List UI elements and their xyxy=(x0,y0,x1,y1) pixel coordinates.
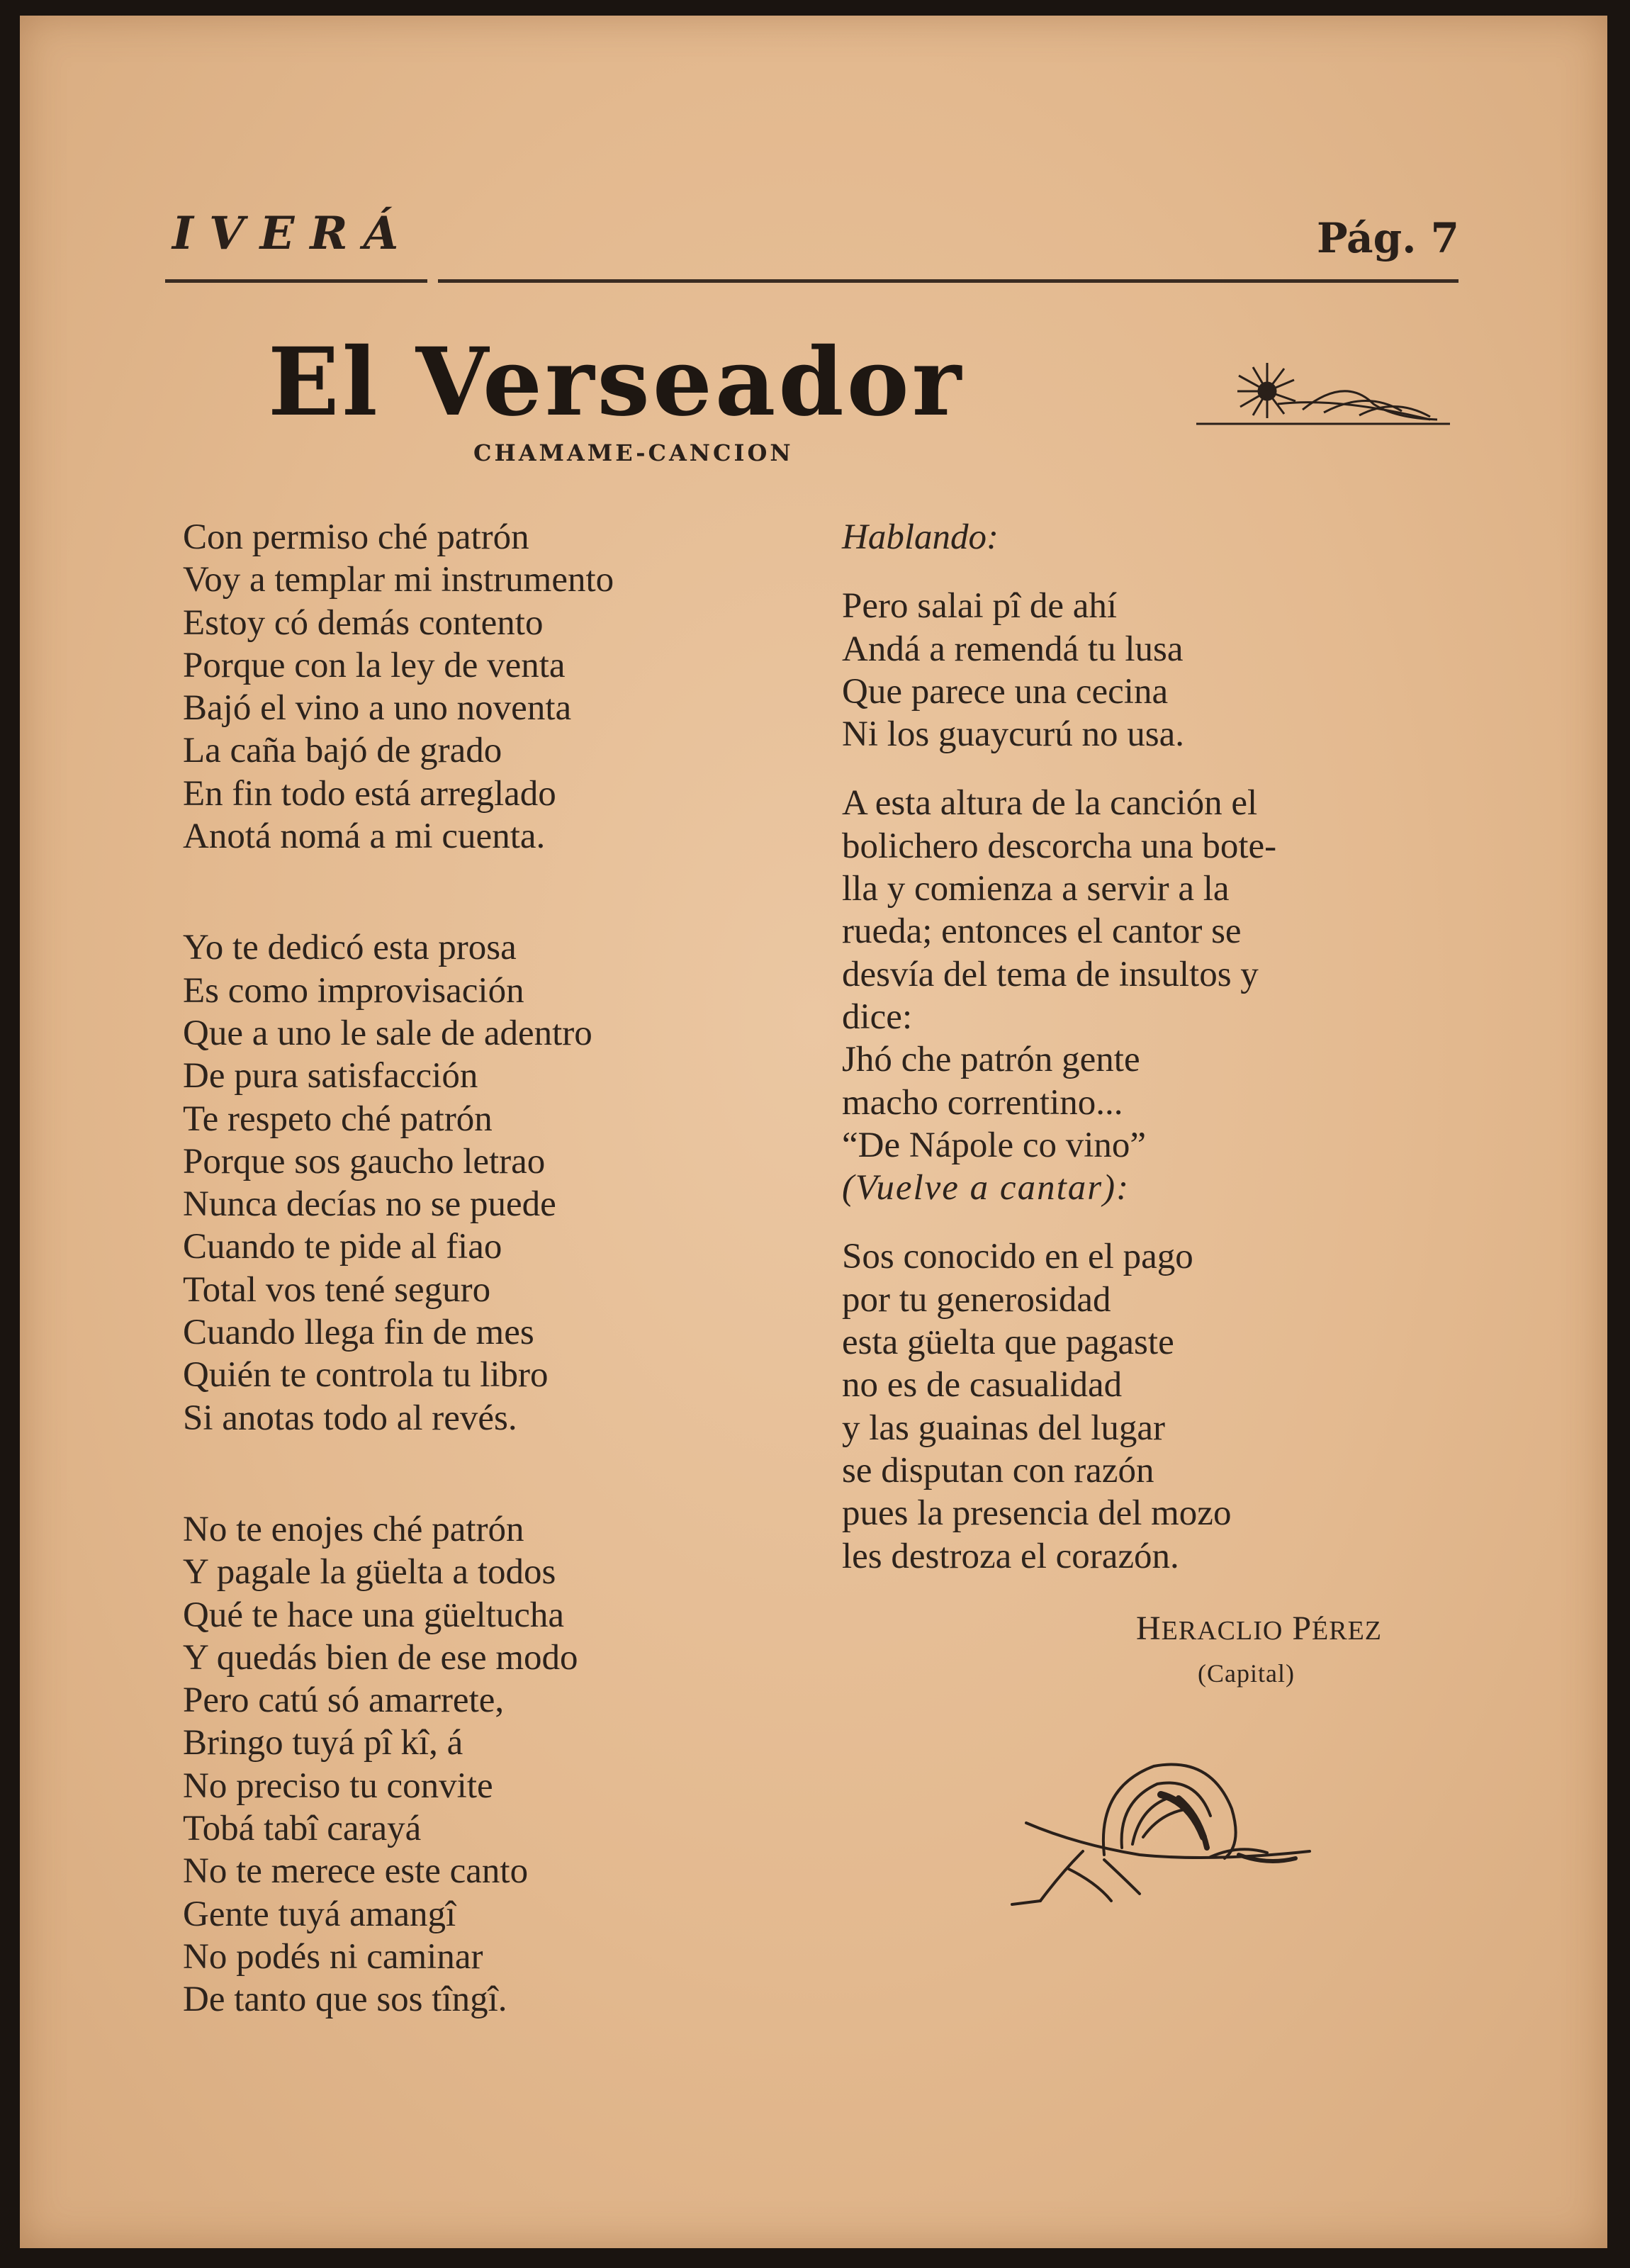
stanza-1 xyxy=(183,516,821,858)
page-number: Pág. 7 xyxy=(1317,214,1459,262)
author-last-rest: ÉREZ xyxy=(1312,1616,1383,1646)
verse-line: Que a uno le sale de adentro xyxy=(183,1013,592,1053)
author-first-rest: ERACLIO xyxy=(1161,1616,1283,1646)
verse-line: Quién te controla tu libro xyxy=(183,1355,549,1396)
flower-ornament-icon xyxy=(1196,354,1458,432)
closing-stanza xyxy=(842,1235,1423,1577)
prose-line: bolichero descorcha una bote- xyxy=(842,826,1277,866)
verse-line: Que parece una cecina xyxy=(842,671,1169,712)
verse-line: Con permiso ché patrón xyxy=(183,517,529,557)
verse-line: Voy a templar mi instrumento xyxy=(183,560,614,600)
verse-line: No podés ni caminar xyxy=(183,1936,483,1977)
verse-line: y las guainas del lugar xyxy=(842,1408,1166,1448)
author-place: (Capital) xyxy=(1198,1659,1295,1688)
spoken-line: Jhó che patrón gente xyxy=(842,1040,1140,1080)
verse-line: se disputan con razón xyxy=(842,1450,1154,1491)
verse-line: Pero salai pî de ahí xyxy=(842,586,1118,627)
verse-line: Pero catú só amarrete, xyxy=(183,1680,505,1721)
verse-line: Qué te hace una güeltucha xyxy=(183,1595,565,1635)
verse-line: Nunca decías no se puede xyxy=(183,1184,556,1225)
author-last-initial: P xyxy=(1292,1610,1313,1647)
verse-line: Bringo tuyá pî kî, á xyxy=(183,1723,463,1763)
verse-line: Si anotas todo al revés. xyxy=(183,1398,517,1438)
verse-line: De pura satisfacción xyxy=(183,1056,478,1096)
left-column xyxy=(183,516,821,2090)
spoken-stanza xyxy=(842,585,1423,756)
spoken-line: macho correntino... xyxy=(842,1082,1123,1123)
verse-line: En fin todo está arreglado xyxy=(183,773,556,814)
header-rule-right xyxy=(438,279,1458,283)
author-signature xyxy=(1136,1609,1382,1648)
verse-line: esta güelta que pagaste xyxy=(842,1323,1174,1363)
right-column xyxy=(842,516,1423,1578)
verse-line: No te enojes ché patrón xyxy=(183,1509,524,1549)
verse-line: De tanto que sos tîngî. xyxy=(183,1980,507,2020)
verse-line: Estoy có demás contento xyxy=(183,602,544,643)
header-rule-left xyxy=(165,279,427,283)
verse-line: les destroza el corazón. xyxy=(842,1536,1179,1576)
bird-nest-vignette-icon xyxy=(998,1731,1324,1915)
prose-line: desvía del tema de insultos y xyxy=(842,954,1259,994)
spoken-lines xyxy=(842,1038,1423,1209)
prose-line: dice: xyxy=(842,997,913,1037)
verse-line: Te respeto ché patrón xyxy=(183,1099,493,1139)
verse-line: Tobá tabî carayá xyxy=(183,1809,422,1849)
verse-line: No te merece este canto xyxy=(183,1851,529,1892)
verse-line: Porque con la ley de venta xyxy=(183,645,566,685)
prose-line: A esta altura de la canción el xyxy=(842,783,1258,824)
verse-line: Andá a remendá tu lusa xyxy=(842,629,1184,669)
page-sheet xyxy=(20,16,1607,2248)
verse-line: La caña bajó de grado xyxy=(183,731,502,771)
verse-line: por tu generosidad xyxy=(842,1279,1111,1320)
magazine-name: IVERÁ xyxy=(172,207,415,260)
stage-direction: (Vuelve a cantar): xyxy=(842,1168,1130,1208)
stanza-3 xyxy=(183,1508,821,2021)
prose-line: lla y comienza a servir a la xyxy=(842,869,1230,909)
author-first-initial: H xyxy=(1136,1610,1162,1647)
verse-line: no es de casualidad xyxy=(842,1365,1123,1405)
verse-line: No preciso tu convite xyxy=(183,1765,493,1806)
verse-line: Y quedás bien de ese modo xyxy=(183,1637,578,1678)
prose-paragraph xyxy=(842,782,1423,1038)
prose-line: rueda; entonces el cantor se xyxy=(842,911,1242,952)
verse-line: pues la presencia del mozo xyxy=(842,1493,1232,1534)
poem-subtitle: CHAMAME-CANCION xyxy=(473,439,794,466)
verse-line: Cuando llega fin de mes xyxy=(183,1313,534,1353)
verse-line: Total vos tené seguro xyxy=(183,1269,491,1310)
poem-title: El Verseador xyxy=(268,327,965,437)
verse-line: Ni los guaycurú no usa. xyxy=(842,714,1185,755)
verse-line: Gente tuyá amangî xyxy=(183,1894,456,1934)
verse-line: Anotá nomá a mi cuenta. xyxy=(183,816,546,857)
verse-line: Bajó el vino a uno noventa xyxy=(183,688,572,729)
verse-line: Y pagale la güelta a todos xyxy=(183,1552,556,1593)
hablando-heading: Hablando: xyxy=(842,517,999,557)
spoken-line: “De Nápole co vino” xyxy=(842,1125,1147,1165)
verse-line: Porque sos gaucho letrao xyxy=(183,1141,546,1181)
verse-line: Cuando te pide al fiao xyxy=(183,1227,502,1267)
stanza-2 xyxy=(183,926,821,1439)
verse-line: Yo te dedicó esta prosa xyxy=(183,928,517,968)
verse-line: Sos conocido en el pago xyxy=(842,1237,1193,1277)
verse-line: Es como improvisación xyxy=(183,970,524,1011)
